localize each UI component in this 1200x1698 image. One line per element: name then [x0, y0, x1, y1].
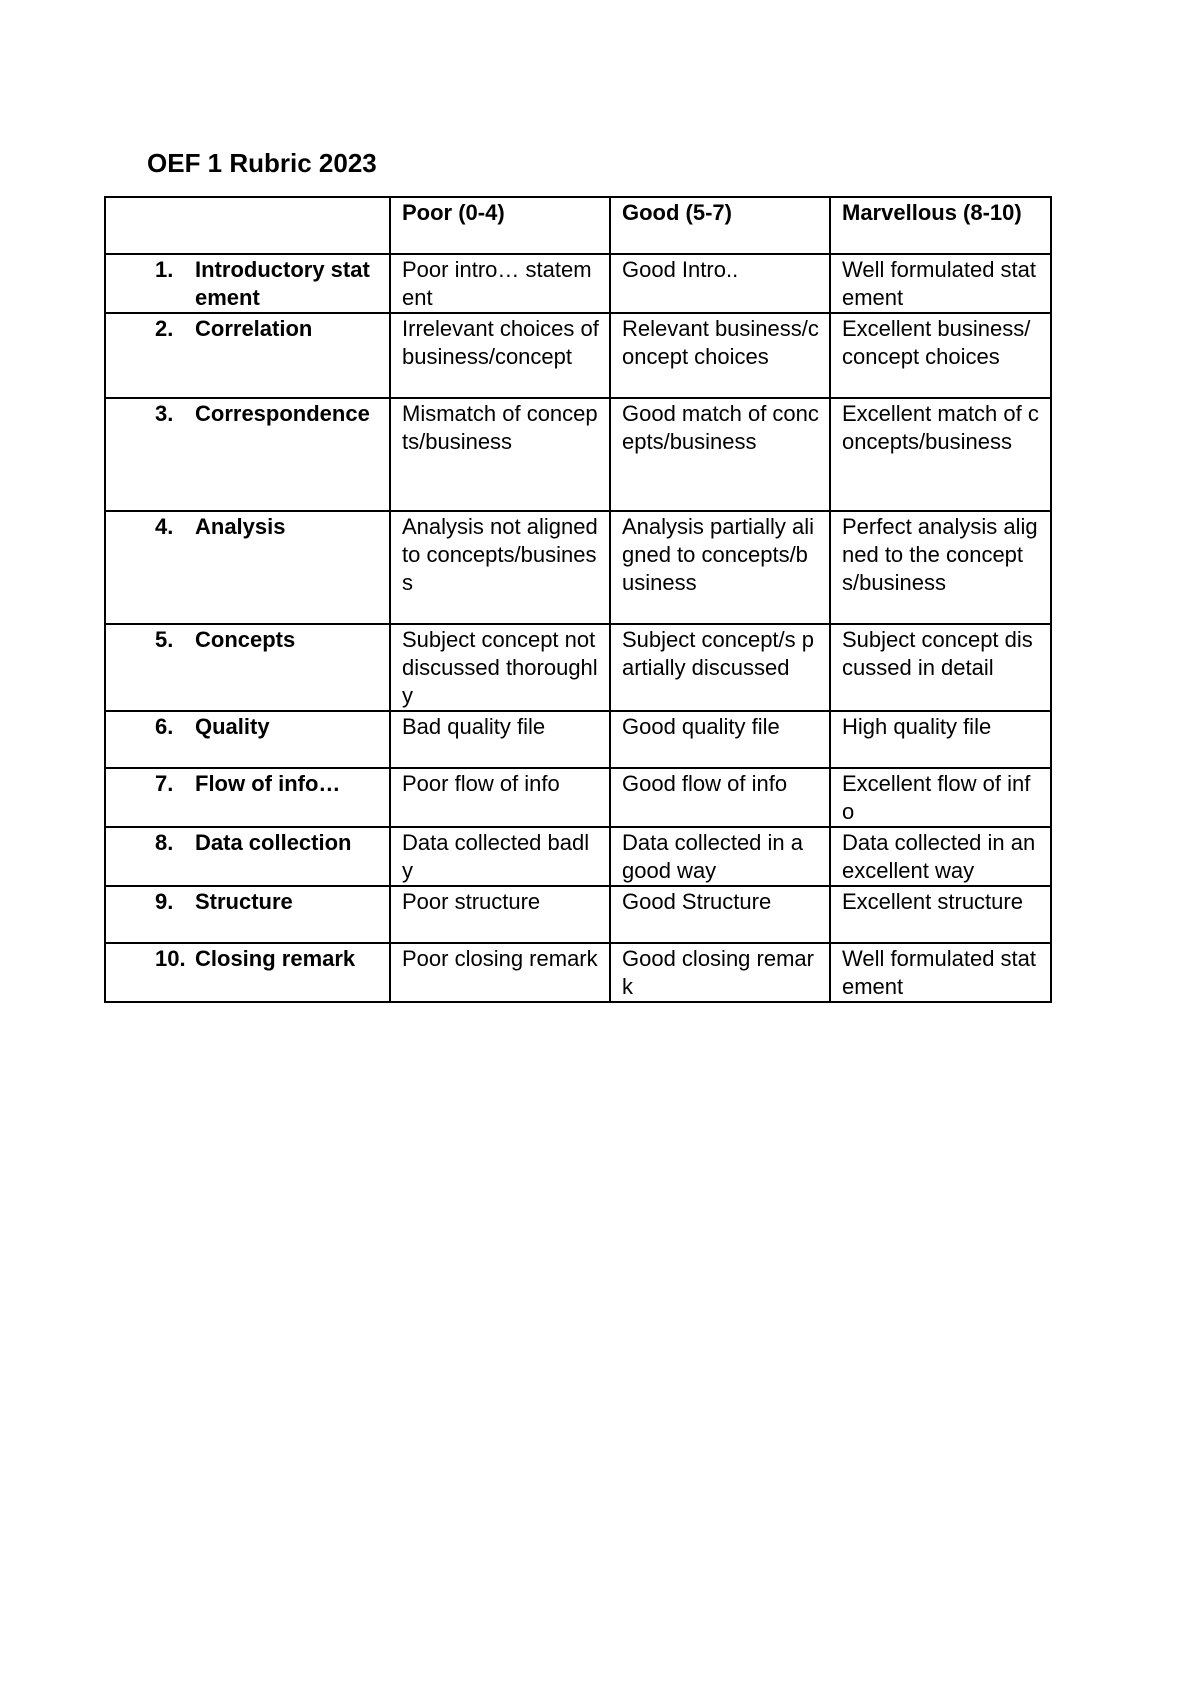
table-row	[105, 768, 1051, 827]
criterion-wrapper	[116, 829, 379, 857]
header-cell-good: Good (5-7)	[610, 197, 830, 254]
criterion-wrapper	[116, 770, 379, 798]
criterion-label: Concepts	[195, 627, 296, 652]
criterion-label: Closing remark	[195, 946, 356, 971]
header-cell-criterion	[105, 197, 390, 254]
criterion-cell	[105, 768, 390, 827]
criterion-number: 6.	[155, 714, 174, 739]
criterion-label: Correspondence	[195, 401, 370, 426]
poor-cell: Analysis not aligned to concepts/business	[390, 511, 610, 624]
criterion-wrapper	[116, 888, 379, 916]
header-cell-poor: Poor (0-4)	[390, 197, 610, 254]
criterion-cell	[105, 254, 390, 313]
good-cell: Good Intro..	[610, 254, 830, 313]
good-cell: Good quality file	[610, 711, 830, 768]
marvellous-cell: Subject concept discussed in detail	[830, 624, 1051, 711]
poor-cell: Data collected badly	[390, 827, 610, 886]
marvellous-cell: Data collected in an excellent way	[830, 827, 1051, 886]
criterion-label: Correlation	[195, 316, 313, 341]
criterion-wrapper	[116, 945, 379, 973]
table-row	[105, 313, 1051, 398]
criterion-cell	[105, 886, 390, 943]
good-cell: Good Structure	[610, 886, 830, 943]
poor-cell: Poor flow of info	[390, 768, 610, 827]
rubric-table	[104, 196, 1052, 1003]
criterion-wrapper	[116, 256, 379, 312]
table-row	[105, 886, 1051, 943]
marvellous-cell: Well formulated statement	[830, 254, 1051, 313]
criterion-number: 1.	[155, 257, 174, 282]
criterion-label: Structure	[195, 889, 293, 914]
good-cell: Good match of concepts/business	[610, 398, 830, 511]
criterion-label: Analysis	[195, 514, 286, 539]
marvellous-cell: Excellent match of concepts/business	[830, 398, 1051, 511]
criterion-number: 8.	[155, 830, 174, 855]
header-cell-marvellous: Marvellous (8-10)	[830, 197, 1051, 254]
rubric-body	[105, 254, 1051, 1002]
criterion-wrapper	[116, 713, 379, 741]
poor-cell: Subject concept not discussed thoroughly	[390, 624, 610, 711]
criterion-cell	[105, 827, 390, 886]
criterion-number: 3.	[155, 401, 174, 426]
criterion-wrapper	[116, 513, 379, 541]
good-cell: Subject concept/s partially discussed	[610, 624, 830, 711]
marvellous-cell: Excellent flow of info	[830, 768, 1051, 827]
marvellous-cell: Excellent business/concept choices	[830, 313, 1051, 398]
table-row	[105, 398, 1051, 511]
table-row	[105, 711, 1051, 768]
page-title: OEF 1 Rubric 2023	[147, 148, 377, 178]
poor-cell: Bad quality file	[390, 711, 610, 768]
criterion-cell	[105, 711, 390, 768]
poor-cell: Poor structure	[390, 886, 610, 943]
criterion-wrapper	[116, 315, 379, 343]
criterion-number: 4.	[155, 514, 174, 539]
table-row	[105, 254, 1051, 313]
criterion-number: 2.	[155, 316, 174, 341]
marvellous-cell: Well formulated statement	[830, 943, 1051, 1002]
marvellous-cell: Excellent structure	[830, 886, 1051, 943]
good-cell: Analysis partially aligned to concepts/business	[610, 511, 830, 624]
table-row	[105, 624, 1051, 711]
criterion-wrapper	[116, 400, 379, 428]
good-cell: Data collected in a good way	[610, 827, 830, 886]
criterion-cell	[105, 398, 390, 511]
table-row	[105, 943, 1051, 1002]
marvellous-cell: Perfect analysis aligned to the concepts/business	[830, 511, 1051, 624]
criterion-label: Introductory statement	[195, 257, 370, 310]
good-cell: Good flow of info	[610, 768, 830, 827]
criterion-label: Data collection	[195, 830, 352, 855]
criterion-number: 10.	[155, 946, 186, 971]
poor-cell: Poor intro… statement	[390, 254, 610, 313]
marvellous-cell: High quality file	[830, 711, 1051, 768]
good-cell: Relevant business/concept choices	[610, 313, 830, 398]
poor-cell: Irrelevant choices of business/concept	[390, 313, 610, 398]
poor-cell: Poor closing remark	[390, 943, 610, 1002]
criterion-number: 5.	[155, 627, 174, 652]
criterion-number: 9.	[155, 889, 174, 914]
criterion-label: Flow of info…	[195, 771, 341, 796]
criterion-cell	[105, 313, 390, 398]
table-row	[105, 827, 1051, 886]
criterion-number: 7.	[155, 771, 174, 796]
criterion-cell	[105, 943, 390, 1002]
criterion-wrapper	[116, 626, 379, 654]
good-cell: Good closing remark	[610, 943, 830, 1002]
table-row	[105, 511, 1051, 624]
table-header-row	[105, 197, 1051, 254]
criterion-cell	[105, 511, 390, 624]
poor-cell: Mismatch of concepts/business	[390, 398, 610, 511]
criterion-label: Quality	[195, 714, 270, 739]
criterion-cell	[105, 624, 390, 711]
